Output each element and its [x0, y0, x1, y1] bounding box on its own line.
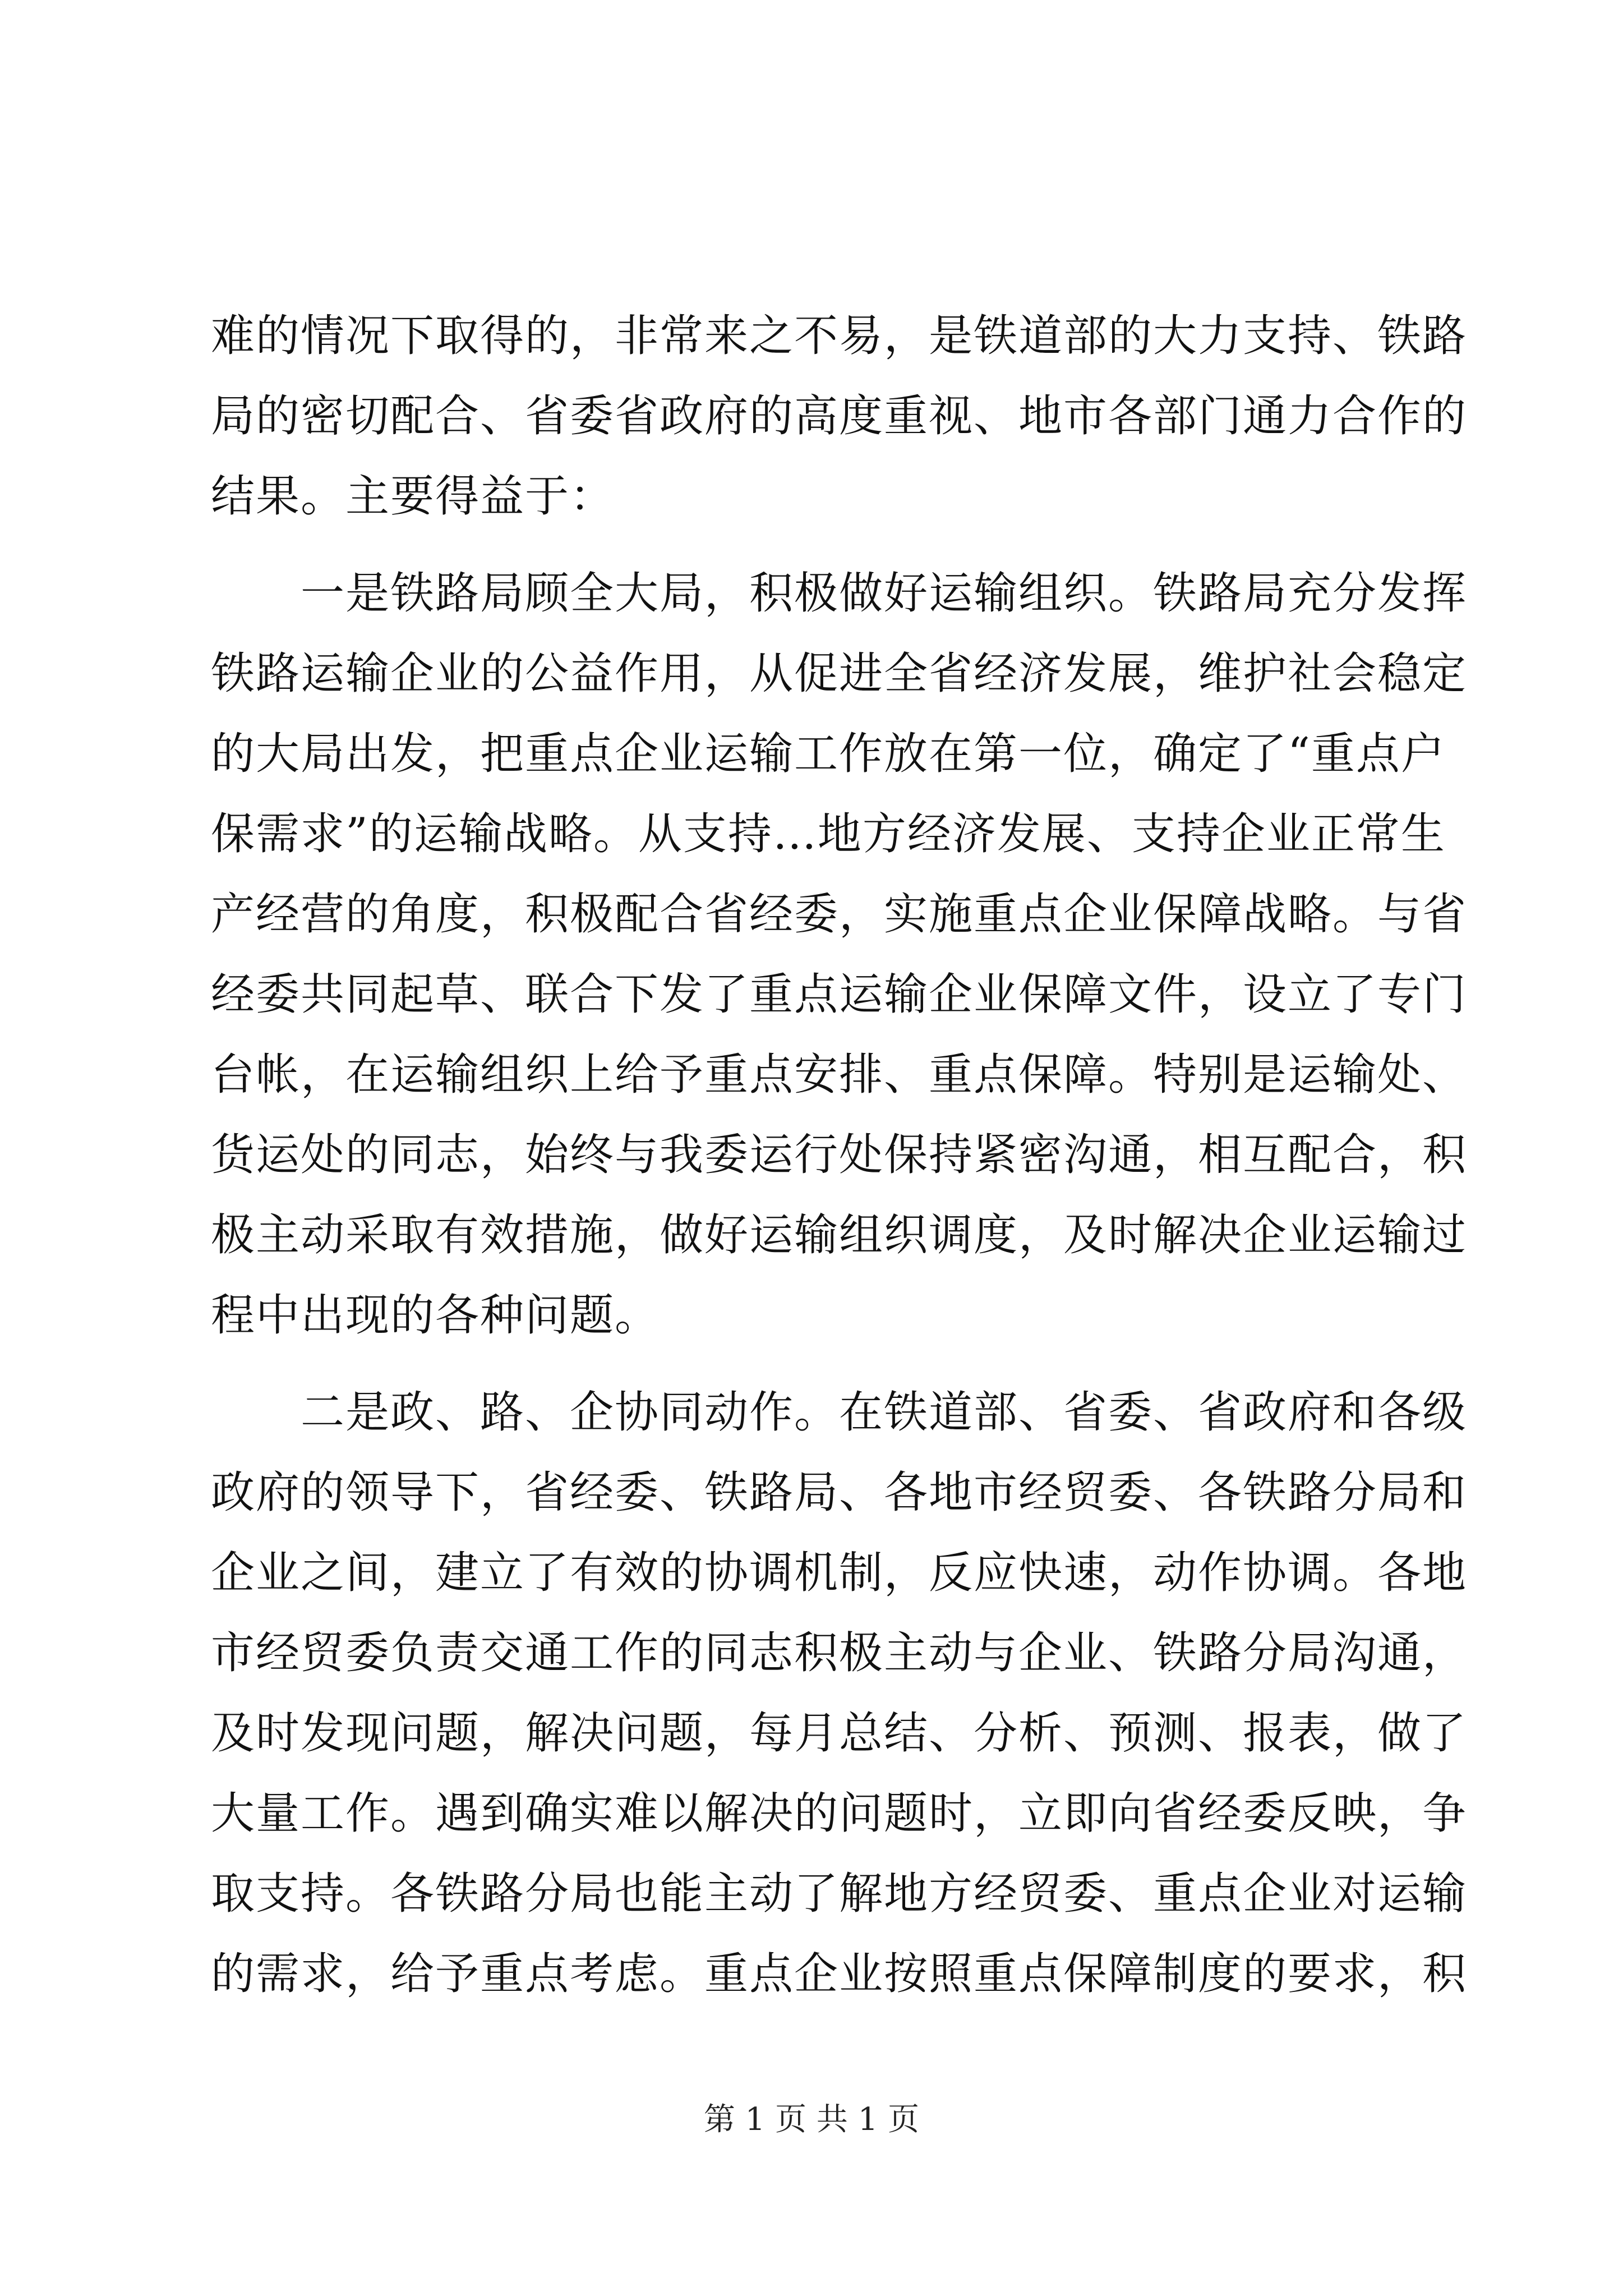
text-line: 台帐，在运输组织上给予重点安排、重点保障。特别是运输处、: [211, 1050, 1468, 1100]
text-line: 极主动采取有效措施，做好运输组织调度，及时解决企业运输过: [211, 1210, 1468, 1260]
text-line: 货运处的同志，始终与我委运行处保持紧密沟通，相互配合，积: [211, 1130, 1468, 1180]
text-line: 保需求”的运输战略。从支持…地方经济发展、支持企业正常生: [211, 809, 1446, 859]
text-line: 产经营的角度，积极配合省经委，实施重点企业保障战略。与省: [211, 889, 1468, 940]
text-line: 大量工作。遇到确实难以解决的问题时，立即向省经委反映，争: [211, 1788, 1468, 1839]
text-line: 局的密切配合、省委省政府的高度重视、地市各部门通力合作的: [211, 391, 1468, 441]
text-line: 一是铁路局顾全大局，积极做好运输组织。铁路局充分发挥: [211, 568, 1468, 619]
text-line: 铁路运输企业的公益作用，从促进全省经济发展，维护社会稳定: [211, 648, 1468, 699]
text-line: 政府的领导下，省经委、铁路局、各地市经贸委、各铁路分局和: [211, 1467, 1468, 1518]
text-line: 经委共同起草、联合下发了重点运输企业保障文件，设立了专门: [211, 969, 1468, 1020]
text-line: 取支持。各铁路分局也能主动了解地方经贸委、重点企业对运输: [211, 1869, 1468, 1919]
page-number-label: 第 1 页 共 1 页: [703, 2101, 920, 2138]
text-line: 难的情况下取得的，非常来之不易，是铁道部的大力支持、铁路: [211, 311, 1468, 361]
text-line: 及时发现问题，解决问题，每月总结、分析、预测、报表，做了: [211, 1708, 1468, 1759]
text-line: 程中出现的各种问题。: [211, 1290, 660, 1341]
paragraph-3: [211, 1373, 1468, 2014]
text-line: 的大局出发，把重点企业运输工作放在第一位，确定了“重点户: [211, 729, 1446, 779]
text-line: 市经贸委负责交通工作的同志积极主动与企业、铁路分局沟通，: [211, 1628, 1468, 1678]
page-footer: [0, 2100, 1623, 2139]
paragraph-spacing: [211, 1356, 1422, 1373]
paragraph-2: [211, 554, 1468, 1356]
document-body: [211, 296, 1468, 2014]
text-line: 的需求，给予重点考虑。重点企业按照重点保障制度的要求，积: [211, 1949, 1468, 1999]
text-line: 结果。主要得益于：: [211, 471, 615, 522]
text-line: 二是政、路、企协同动作。在铁道部、省委、省政府和各级: [211, 1387, 1468, 1438]
paragraph-spacing: [211, 537, 1422, 554]
paragraph-1: [211, 296, 1468, 537]
text-line: 企业之间，建立了有效的协调机制，反应快速，动作协调。各地: [211, 1548, 1468, 1598]
